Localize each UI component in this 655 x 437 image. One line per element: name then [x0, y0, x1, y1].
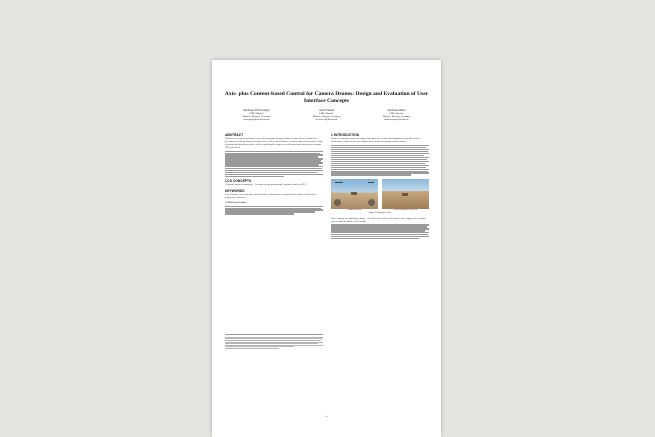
figure-1-caption: Figure 1: Reduction levels: [369, 212, 391, 215]
introduction-heading: 1 INTRODUCTION: [331, 133, 360, 137]
right-column: [331, 131, 429, 240]
author-location: Munich, Bavaria, Germany: [242, 115, 271, 118]
author-affiliation: LMU Munich: [319, 112, 334, 115]
acm-reference-body: [225, 206, 323, 215]
introduction-text-2: In the example of controlling a drone, a UI with a live stream of the drone's view supports the operator with constant feedback on the footage.: [331, 217, 426, 223]
author-email: elbwanger@cip.ifi.lmu.de: [243, 118, 270, 121]
abstract-text: If labor meets camera operation: even of professional training to follow an object in an aesthetically pleasing way, both for classical mounts (focus, slider) and for drones. At this complex task requires a high workload and attention resources while controlling the camera, an accelerated and efficient user interface (UI) is preferred.: [225, 138, 323, 149]
author-1: [222, 108, 291, 121]
figure-1b-label: (b) Full reduction level of PB: [393, 208, 418, 211]
abstract-heading: ABSTRACT: [225, 133, 244, 137]
keywords-heading: KEYWORDS: [225, 189, 245, 194]
author-email: andreas.butz@ifi.lmu.de: [384, 118, 409, 121]
introduction-continued-2: [331, 224, 429, 239]
author-2: [292, 108, 361, 121]
figure-1a-label: (a) Baseline of PB: [347, 208, 362, 211]
author-3: [362, 108, 431, 121]
author-email: axel.hoesl@ifi.lmu.de: [315, 118, 338, 121]
author-affiliation: LMU Munich: [389, 112, 404, 115]
page-number: iii: [325, 416, 328, 418]
left-column: [225, 131, 323, 215]
keywords-text: User interface, camera motion, motion control, camera drones, content-based control, vision finder, progressive reduction: [225, 194, 317, 200]
drone-view-reduced-image: [382, 179, 429, 209]
figure-1b: [382, 179, 429, 212]
figure-1: [331, 179, 429, 212]
drone-view-baseline-image: [331, 179, 378, 209]
author-location: Munich, Bavaria, Germany: [312, 115, 341, 118]
figure-1a: [331, 179, 378, 212]
paper-title: Axis- plus Content-based Control for Camera Drones: Design and Evaluation of User Interface Concepts: [224, 91, 429, 104]
copyright-footnote: [225, 334, 323, 350]
author-name: Andreas Elbwanger: [243, 108, 270, 112]
acm-reference-heading: ACM Reference Format:: [225, 202, 247, 205]
paper-page: [212, 60, 441, 437]
author-name: Andreas Butz: [387, 108, 406, 112]
author-name: Axel Hoesl: [318, 108, 335, 112]
author-affiliation: LMU Munich: [249, 112, 264, 115]
author-location: Munich, Bavaria, Germany: [382, 115, 411, 118]
introduction-text: Today an enormous amount of images and videos are created and manipulated on mobile devices. Furthermore, mobile devices get adapted to the field of cinematic motion control.: [331, 138, 421, 143]
abstract-continued: [225, 151, 323, 178]
ccs-text: • Human-centered computing → Interface design prototyping; Empirical studies in HCI;: [225, 184, 307, 187]
author-block: [222, 108, 431, 121]
introduction-continued: [331, 145, 429, 176]
ccs-heading: CCS CONCEPTS: [225, 179, 252, 184]
